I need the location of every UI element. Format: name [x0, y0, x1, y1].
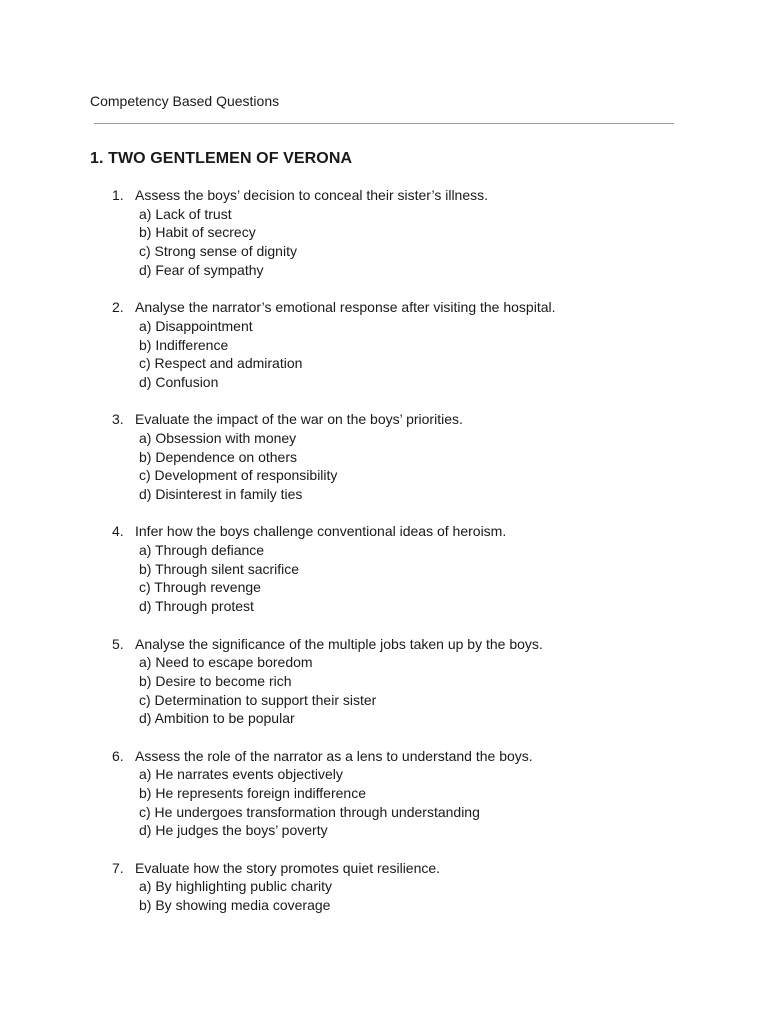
question-item: [0, 859, 768, 915]
answer-option: c) Determination to support their sister: [139, 691, 377, 708]
question-text: Analyse the narrator’s emotional response after visiting the hospital.: [135, 299, 556, 316]
question-text: Evaluate the impact of the war on the boys’ priorities.: [135, 411, 463, 428]
question-stem: [0, 635, 768, 654]
question-text: Analyse the significance of the multiple jobs taken up by the boys.: [135, 635, 543, 652]
answer-option: a) Need to escape boredom: [139, 654, 313, 671]
question-number: 3.: [112, 411, 124, 428]
answer-option: b) By showing media coverage: [139, 897, 331, 914]
answer-option: b) Desire to become rich: [139, 672, 292, 689]
question-number: 1.: [112, 187, 124, 203]
question-stem: [0, 410, 768, 429]
answer-option: d) Through protest: [139, 598, 254, 615]
question-stem: [0, 522, 768, 541]
question-number: 4.: [112, 523, 124, 540]
answer-option: a) Lack of trust: [139, 205, 232, 222]
header-divider: [94, 123, 674, 124]
answer-option: c) Strong sense of dignity: [139, 243, 297, 260]
question-text: Infer how the boys challenge conventional ideas of heroism.: [135, 523, 507, 540]
answer-option: c) Development of responsibility: [139, 467, 338, 484]
answer-option: b) He represents foreign indifference: [139, 785, 366, 801]
answer-option: c) Through revenge: [139, 579, 261, 596]
question-stem: [0, 186, 768, 205]
question-number: 7.: [112, 859, 124, 876]
question-text: Evaluate how the story promotes quiet resilience.: [135, 859, 441, 876]
answer-option: d) Ambition to be popular: [139, 710, 295, 727]
question-item: [0, 298, 768, 391]
answer-option: b) Habit of secrecy: [139, 224, 256, 241]
question-item: [0, 186, 768, 279]
section-title: 1. TWO GENTLEMEN OF VERONA: [90, 150, 353, 167]
question-stem: [0, 298, 768, 317]
question-text: Assess the boys’ decision to conceal their sister’s illness.: [135, 187, 489, 203]
answer-option: b) Through silent sacrifice: [139, 560, 300, 577]
question-item: [0, 522, 768, 615]
answer-option: b) Indifference: [139, 336, 229, 353]
question-text: Assess the role of the narrator as a lens to understand the boys.: [135, 747, 533, 764]
question-item: [0, 747, 768, 840]
answer-option: a) By highlighting public charity: [139, 878, 332, 895]
answer-option: c) Respect and admiration: [139, 355, 303, 372]
answer-option: d) Confusion: [139, 373, 219, 390]
answer-option: d) He judges the boys’ poverty: [139, 822, 328, 839]
answer-option: b) Dependence on others: [139, 448, 297, 465]
question-number: 6.: [112, 747, 124, 764]
question-item: [0, 635, 768, 728]
answer-option: c) He undergoes transformation through understanding: [139, 803, 480, 820]
answer-option: d) Disinterest in family ties: [139, 486, 303, 502]
answer-option: a) Obsession with money: [139, 429, 297, 446]
answer-option: a) He narrates events objectively: [139, 766, 343, 783]
question-number: 5.: [112, 635, 124, 652]
page-header: Competency Based Questions: [90, 93, 280, 109]
question-number: 2.: [112, 299, 124, 316]
answer-option: a) Through defiance: [139, 542, 265, 559]
question-item: [0, 410, 768, 503]
question-stem: [0, 747, 768, 766]
question-stem: [0, 859, 768, 878]
question-list: [0, 186, 768, 934]
answer-option: d) Fear of sympathy: [139, 261, 264, 278]
answer-option: a) Disappointment: [139, 317, 253, 334]
